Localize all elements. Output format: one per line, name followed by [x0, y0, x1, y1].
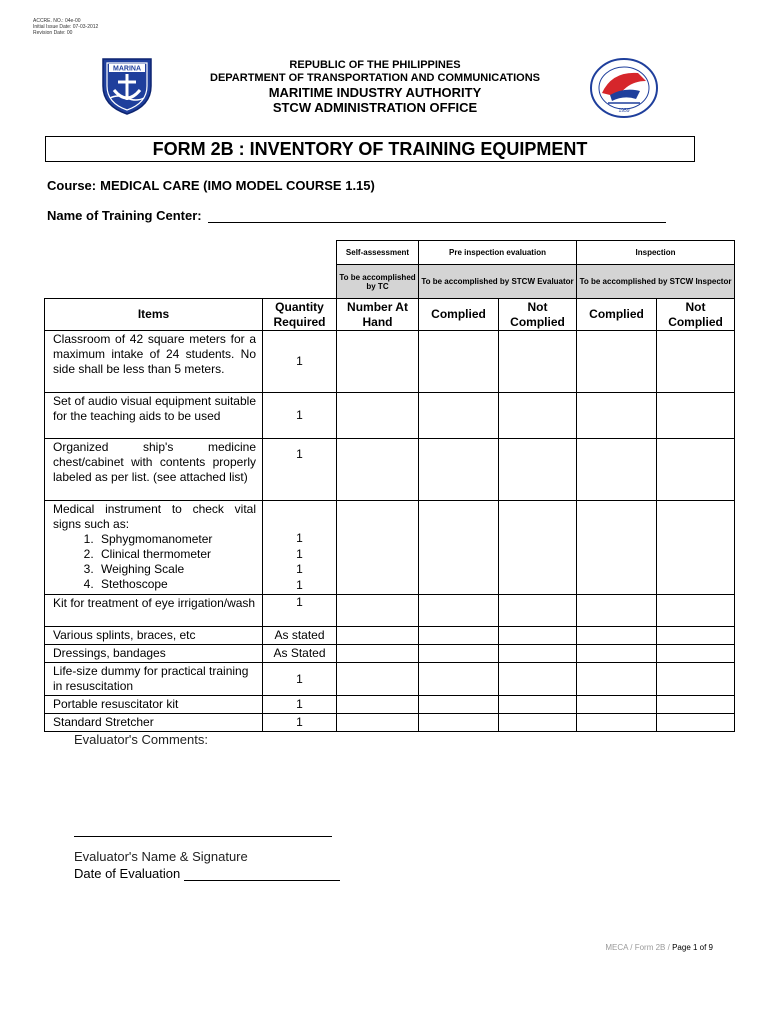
not-complied-cell[interactable] — [657, 331, 735, 393]
header-office: STCW ADMINISTRATION OFFICE — [272, 100, 478, 115]
evaluator-signature-label: Evaluator's Name & Signature — [74, 849, 248, 864]
self-assessment-header: Self-assessment — [337, 241, 419, 265]
marina-logo-text: MARINA — [113, 65, 141, 73]
training-center-label: Name of Training Center: — [47, 208, 202, 223]
footer-doc-ref: MECA / Form 2B / — [605, 943, 670, 952]
issue-date: Initial Issue Date: 07-03-2012 — [33, 24, 99, 30]
inspection-header: Inspection — [577, 241, 735, 265]
not-complied-cell[interactable] — [499, 663, 577, 696]
qty-cell: 1 — [263, 663, 337, 696]
document-meta — [33, 18, 98, 36]
item-cell: Life-size dummy for practical training in resuscitation — [45, 663, 263, 696]
not-complied-cell[interactable] — [657, 627, 735, 645]
form-title: FORM 2B : INVENTORY OF TRAINING EQUIPMENT — [45, 136, 695, 162]
complied-cell[interactable] — [577, 663, 657, 696]
item-cell — [45, 501, 263, 595]
sub-qty: 1 — [296, 531, 303, 545]
evaluation-date-label: Date of Evaluation — [74, 866, 181, 881]
not-complied-cell[interactable] — [657, 714, 735, 732]
complied-cell[interactable] — [577, 595, 657, 627]
sub-qty: 1 — [296, 577, 303, 592]
not-complied-cell[interactable] — [499, 627, 577, 645]
not-complied-cell[interactable] — [499, 645, 577, 663]
evaluator-comments-label: Evaluator's Comments: — [74, 732, 208, 747]
complied-cell[interactable] — [577, 393, 657, 439]
number-at-hand-cell[interactable] — [337, 331, 419, 393]
number-at-hand-cell[interactable] — [337, 696, 419, 714]
training-center-field[interactable] — [208, 210, 666, 223]
complied-cell[interactable] — [577, 331, 657, 393]
col-not-complied-evaluator: Not Complied — [499, 299, 577, 331]
inventory-table — [44, 240, 735, 732]
number-at-hand-cell[interactable] — [337, 393, 419, 439]
qty-cell — [263, 501, 337, 595]
table-row — [45, 393, 735, 439]
qty-cell: 1 — [263, 714, 337, 732]
table-row — [45, 714, 735, 732]
complied-cell[interactable] — [419, 501, 499, 595]
training-center-line — [47, 208, 697, 223]
not-complied-cell[interactable] — [657, 595, 735, 627]
complied-cell[interactable] — [577, 501, 657, 595]
list-item: 2. Clinical thermometer — [97, 547, 256, 562]
signature-line[interactable] — [74, 836, 332, 837]
complied-cell[interactable] — [419, 595, 499, 627]
qty-cell: 1 — [263, 439, 337, 501]
col-complied-inspector: Complied — [577, 299, 657, 331]
complied-cell[interactable] — [577, 696, 657, 714]
table-row — [45, 663, 735, 696]
dotc-seal-year: 1959 — [618, 108, 630, 114]
header-republic: REPUBLIC OF THE PHILIPPINES — [289, 59, 461, 71]
item-cell: Set of audio visual equipment suitable for the teaching aids to be used — [45, 393, 263, 439]
not-complied-cell[interactable] — [657, 501, 735, 595]
header-department: DEPARTMENT OF TRANSPORTATION AND COMMUNICATIONS — [210, 72, 540, 84]
not-complied-cell[interactable] — [499, 393, 577, 439]
complied-cell[interactable] — [419, 393, 499, 439]
qty-cell: 1 — [263, 393, 337, 439]
not-complied-cell[interactable] — [657, 645, 735, 663]
marina-logo — [100, 56, 154, 116]
table-row — [45, 696, 735, 714]
list-item: 1. Sphygmomanometer — [97, 532, 256, 547]
item-cell: Dressings, bandages — [45, 645, 263, 663]
item-cell: Kit for treatment of eye irrigation/wash — [45, 595, 263, 627]
table-row — [45, 439, 735, 501]
col-quantity: Quantity Required — [263, 299, 337, 331]
table-row — [45, 645, 735, 663]
accre-no: ACCRE. NO.: 04e-00 — [33, 18, 81, 24]
not-complied-cell[interactable] — [499, 714, 577, 732]
not-complied-cell[interactable] — [657, 439, 735, 501]
not-complied-cell[interactable] — [499, 696, 577, 714]
complied-cell[interactable] — [577, 714, 657, 732]
not-complied-cell[interactable] — [499, 439, 577, 501]
table-row — [45, 501, 735, 595]
item-cell: Organized ship's medicine chest/cabinet with contents properly labeled as per list. (see attached list) — [45, 439, 263, 501]
letterhead — [150, 58, 600, 116]
number-at-hand-cell[interactable] — [337, 439, 419, 501]
qty-cell: As stated — [263, 627, 337, 645]
item-cell: Standard Stretcher — [45, 714, 263, 732]
course-value: MEDICAL CARE (IMO MODEL COURSE 1.15) — [100, 178, 375, 193]
item-cell: Portable resuscitator kit — [45, 696, 263, 714]
not-complied-cell[interactable] — [657, 393, 735, 439]
tc-subheader: To be accomplished by TC — [337, 265, 419, 299]
qty-cell: 1 — [263, 331, 337, 393]
number-at-hand-cell[interactable] — [337, 501, 419, 595]
complied-cell[interactable] — [419, 439, 499, 501]
pre-inspection-header: Pre inspection evaluation — [419, 241, 577, 265]
complied-cell[interactable] — [419, 627, 499, 645]
item-cell: Various splints, braces, etc — [45, 627, 263, 645]
not-complied-cell[interactable] — [657, 663, 735, 696]
sub-qty: 1 — [296, 562, 303, 576]
table-row — [45, 595, 735, 627]
item-text: Medical instrument to check vital signs such as: — [53, 502, 256, 531]
course-line — [47, 178, 375, 193]
complied-cell[interactable] — [419, 663, 499, 696]
page-footer — [520, 943, 713, 952]
table-row — [45, 331, 735, 393]
list-item: 4. Stethoscope — [97, 577, 256, 592]
sub-item-list — [53, 532, 256, 592]
qty-cell: 1 — [263, 595, 337, 627]
evaluation-date-line — [74, 866, 340, 881]
number-at-hand-cell[interactable] — [337, 714, 419, 732]
number-at-hand-cell[interactable] — [337, 627, 419, 645]
complied-cell[interactable] — [419, 331, 499, 393]
number-at-hand-cell[interactable] — [337, 663, 419, 696]
complied-cell[interactable] — [577, 627, 657, 645]
list-item: 3. Weighing Scale — [97, 562, 256, 577]
col-items: Items — [45, 299, 263, 331]
header-authority: MARITIME INDUSTRY AUTHORITY — [268, 85, 482, 100]
not-complied-cell[interactable] — [657, 696, 735, 714]
number-at-hand-cell[interactable] — [337, 645, 419, 663]
col-not-complied-inspector: Not Complied — [657, 299, 735, 331]
col-complied-evaluator: Complied — [419, 299, 499, 331]
complied-cell[interactable] — [577, 439, 657, 501]
footer-page-number: Page 1 of 9 — [672, 943, 713, 952]
complied-cell[interactable] — [577, 645, 657, 663]
course-label: Course: — [47, 178, 97, 193]
complied-cell[interactable] — [419, 645, 499, 663]
revision-date: Revision Date: 00 — [33, 30, 73, 36]
complied-cell[interactable] — [419, 714, 499, 732]
qty-cell: As Stated — [263, 645, 337, 663]
qty-cell: 1 — [263, 696, 337, 714]
complied-cell[interactable] — [419, 696, 499, 714]
evaluator-subheader: To be accomplished by STCW Evaluator — [419, 265, 577, 299]
number-at-hand-cell[interactable] — [337, 595, 419, 627]
item-cell: Classroom of 42 square meters for a maximum intake of 24 students. No side shall be less than 5 meters. — [45, 331, 263, 393]
sub-qty: 1 — [296, 546, 303, 561]
table-row — [45, 627, 735, 645]
inspector-subheader: To be accomplished by STCW Inspector — [577, 265, 735, 299]
not-complied-cell[interactable] — [499, 595, 577, 627]
evaluation-date-field[interactable] — [184, 868, 340, 881]
not-complied-cell[interactable] — [499, 331, 577, 393]
col-number-at-hand: Number At Hand — [337, 299, 419, 331]
not-complied-cell[interactable] — [499, 501, 577, 595]
